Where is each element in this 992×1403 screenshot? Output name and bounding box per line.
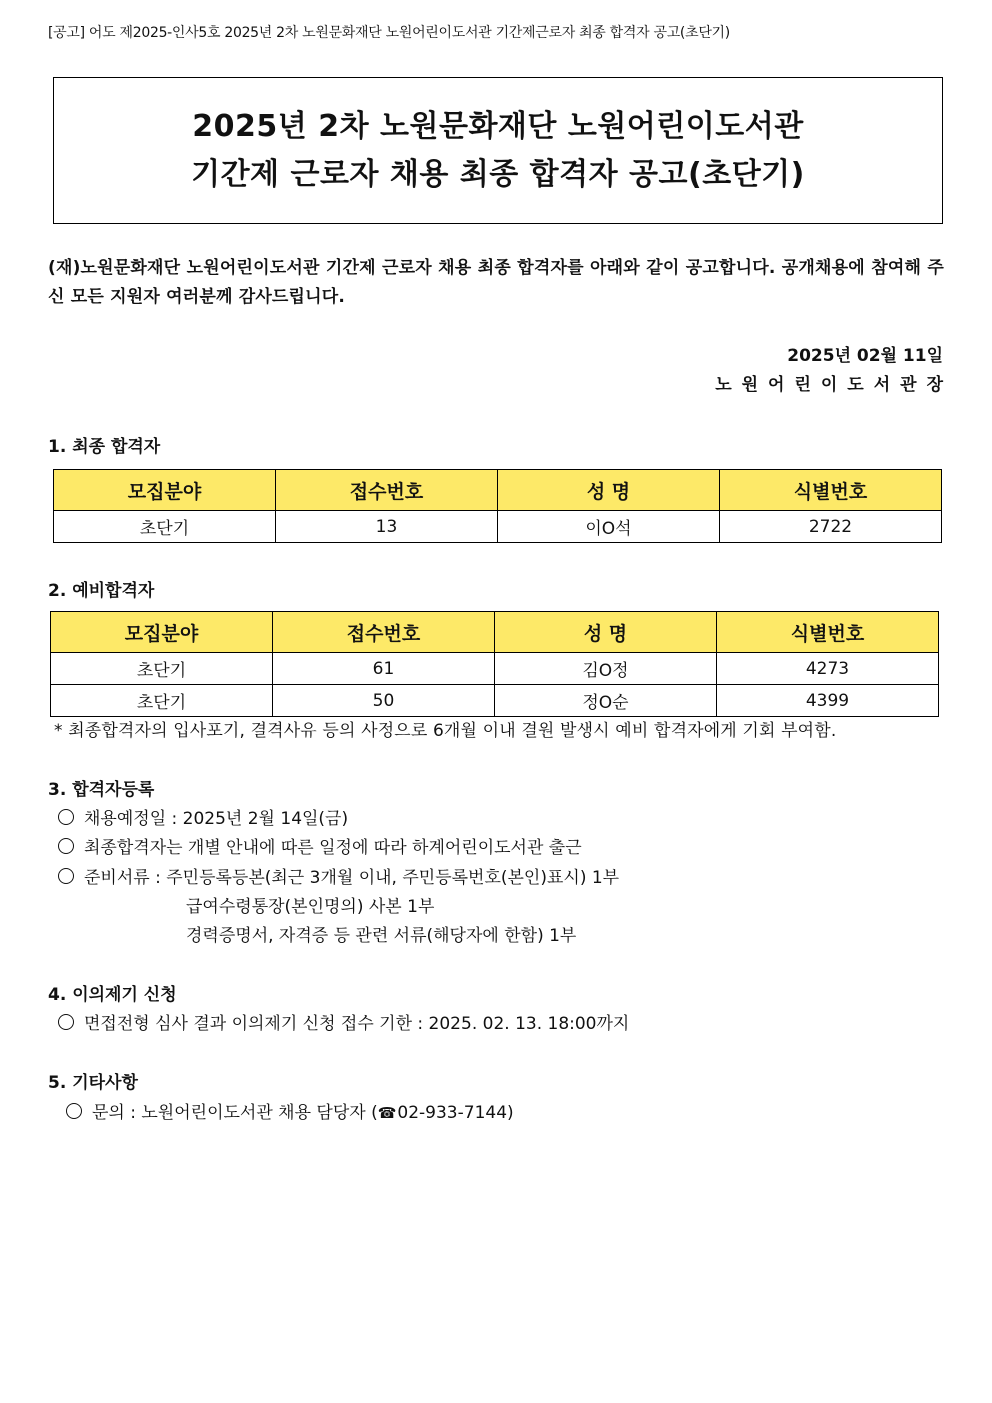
title-line-1: 2025년 2차 노원문화재단 노원어린이도서관	[192, 108, 804, 144]
col-header-name: 성 명	[498, 470, 720, 511]
cell-id-no: 4273	[717, 653, 939, 685]
section-1-heading: 1. 최종 합격자	[48, 437, 161, 457]
table-row	[54, 511, 942, 543]
item-text: 채용예정일 : 2025년 2월 14일(금)	[84, 809, 349, 829]
item-text: 면접전형 심사 결과 이의제기 신청 접수 기한 : 2025. 02. 13. 18:00까지	[84, 1014, 630, 1034]
col-header-field: 모집분야	[51, 612, 273, 653]
final-pass-table	[53, 469, 942, 543]
cell-receipt-no: 50	[273, 685, 495, 717]
circle-bullet-icon	[58, 809, 74, 825]
col-header-id-no: 식별번호	[720, 470, 942, 511]
cell-field: 초단기	[51, 653, 273, 685]
section-3-heading: 3. 합격자등록	[48, 780, 155, 800]
item-text: 준비서류 : 주민등록등본(최근 3개월 이내, 주민등록번호(본인)표시) 1부	[84, 868, 620, 888]
title-box	[53, 77, 943, 224]
title-line-2: 기간제 근로자 채용 최종 합격자 공고(초단기)	[191, 156, 805, 192]
issuer-name: 노원어린이도서관장	[715, 375, 953, 395]
document-item: 급여수령통장(본인명의) 사본 1부	[186, 897, 435, 917]
reserve-pass-table	[50, 611, 939, 717]
table-header-row	[54, 470, 942, 511]
table-header-row	[51, 612, 939, 653]
cell-id-no: 4399	[717, 685, 939, 717]
date-block	[715, 342, 953, 400]
cell-name: 이O석	[498, 511, 720, 543]
announcement-date: 2025년 02월 11일	[787, 346, 943, 366]
col-header-name: 성 명	[495, 612, 717, 653]
list-item	[58, 863, 619, 888]
col-header-id-no: 식별번호	[717, 612, 939, 653]
list-item	[58, 833, 582, 858]
table-row	[51, 653, 939, 685]
col-header-field: 모집분야	[54, 470, 276, 511]
cell-name: 김O정	[495, 653, 717, 685]
telephone-icon: ☎	[377, 1104, 397, 1122]
circle-bullet-icon	[58, 838, 74, 854]
reserve-note: * 최종합격자의 입사포기, 결격사유 등의 사정으로 6개월 이내 결원 발생시 예비 합격자에게 기회 부여함.	[54, 721, 837, 741]
list-item	[58, 804, 348, 829]
cell-field: 초단기	[51, 685, 273, 717]
contact-phone: 02-933-7144)	[397, 1103, 514, 1123]
contact-prefix: 문의 : 노원어린이도서관 채용 담당자 (	[92, 1103, 378, 1123]
document-header-line: [공고] 어도 제2025-인사5호 2025년 2차 노원문화재단 노원어린이도서관 기간제근로자 최종 합격자 공고(초단기)	[48, 25, 730, 41]
cell-name: 정O순	[495, 685, 717, 717]
contact-item	[66, 1098, 514, 1123]
cell-receipt-no: 13	[276, 511, 498, 543]
cell-id-no: 2722	[720, 511, 942, 543]
intro-paragraph: (재)노원문화재단 노원어린이도서관 기간제 근로자 채용 최종 합격자를 아래와 같이 공고합니다. 공개채용에 참여해 주신 모든 지원자 여러분께 감사드립니다.	[48, 258, 944, 307]
cell-receipt-no: 61	[273, 653, 495, 685]
circle-bullet-icon	[58, 1014, 74, 1030]
list-item	[58, 1009, 629, 1034]
item-text: 최종합격자는 개별 안내에 따른 일정에 따라 하계어린이도서관 출근	[84, 838, 582, 858]
section-5-heading: 5. 기타사항	[48, 1073, 138, 1093]
table-row	[51, 685, 939, 717]
section-4-heading: 4. 이의제기 신청	[48, 985, 177, 1005]
col-header-receipt-no: 접수번호	[276, 470, 498, 511]
circle-bullet-icon	[66, 1103, 82, 1119]
document-item: 경력증명서, 자격증 등 관련 서류(해당자에 한함) 1부	[186, 926, 577, 946]
section-2-heading: 2. 예비합격자	[48, 581, 155, 601]
circle-bullet-icon	[58, 868, 74, 884]
col-header-receipt-no: 접수번호	[273, 612, 495, 653]
cell-field: 초단기	[54, 511, 276, 543]
